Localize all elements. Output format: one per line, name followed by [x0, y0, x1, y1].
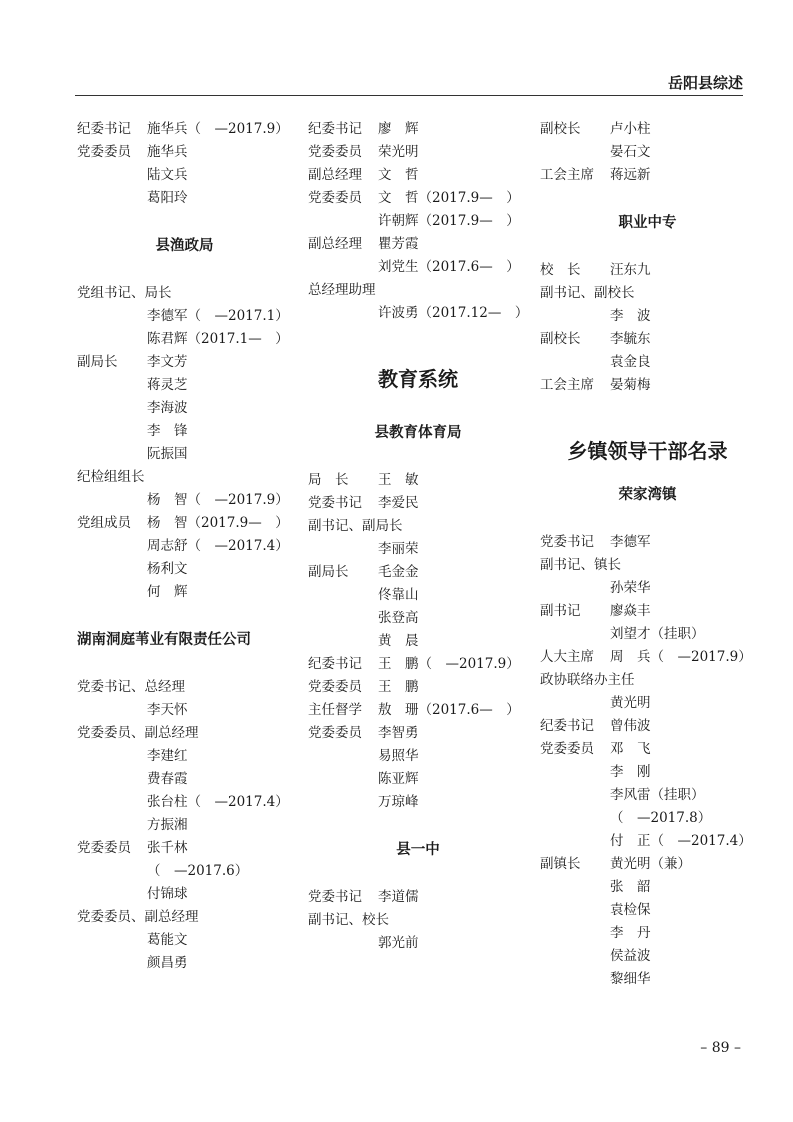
- position-title: 人大主席: [540, 649, 594, 665]
- personnel-row: [77, 397, 292, 420]
- person-name: 方振湘: [147, 817, 188, 833]
- person-name: 李文芳: [147, 354, 188, 370]
- personnel-row: [77, 952, 292, 975]
- person-name: 刘望才（挂职）: [610, 626, 705, 642]
- personnel-row: [540, 738, 755, 761]
- person-name: 蒋远新: [610, 167, 651, 183]
- person-name: 施华兵: [147, 144, 188, 160]
- position-title: 副局长: [308, 564, 349, 580]
- person-name: 陆文兵: [147, 167, 188, 183]
- person-name: 邓 飞: [610, 741, 651, 757]
- person-name: 葛阳玲: [147, 190, 188, 206]
- position-title: 副书记、镇长: [540, 557, 621, 573]
- personnel-row: [540, 141, 755, 164]
- person-name: 晏石文: [610, 144, 651, 160]
- person-name: 李德军（ —2017.1）: [147, 308, 289, 324]
- spacer: [308, 814, 528, 836]
- personnel-row: [308, 141, 528, 164]
- personnel-row: [540, 531, 755, 554]
- person-name: 李丽荣: [378, 541, 419, 557]
- person-name: 佟靠山: [378, 587, 419, 603]
- personnel-row: [77, 837, 292, 860]
- position-title: 副总经理: [308, 236, 362, 252]
- person-name: 张 韶: [610, 879, 651, 895]
- person-name: 万琼峰: [378, 794, 419, 810]
- personnel-row: [308, 561, 528, 584]
- personnel-row: [540, 118, 755, 141]
- personnel-row: [308, 932, 528, 955]
- personnel-row: [540, 164, 755, 187]
- position-title: 党委委员、副总经理: [77, 725, 199, 741]
- personnel-row: [77, 791, 292, 814]
- person-name: 毛金金: [378, 564, 419, 580]
- position-title: 主任督学: [308, 702, 362, 718]
- person-name: 袁金良: [610, 354, 651, 370]
- person-name: 李毓东: [610, 331, 651, 347]
- personnel-row: [77, 768, 292, 791]
- personnel-row: [540, 784, 755, 807]
- position-title: 政协联络办主任: [540, 672, 635, 688]
- position-title: 党委委员: [308, 144, 362, 160]
- personnel-row: [540, 669, 755, 692]
- personnel-row: [308, 279, 528, 302]
- position-title: 工会主席: [540, 377, 594, 393]
- personnel-row: [308, 210, 528, 233]
- section-heading: 县教育体育局: [374, 425, 462, 441]
- personnel-row: [308, 653, 528, 676]
- person-name: 文 哲（2017.9— ）: [378, 190, 520, 206]
- personnel-row: [540, 646, 755, 669]
- spacer: [77, 260, 292, 282]
- personnel-row: [77, 351, 292, 374]
- person-name: 王 鹏（ —2017.9）: [378, 656, 520, 672]
- personnel-row: [540, 761, 755, 784]
- personnel-row: [77, 722, 292, 745]
- personnel-row: [308, 492, 528, 515]
- position-title: 党组书记、局长: [77, 285, 172, 301]
- position-title: 党组成员: [77, 515, 131, 531]
- person-name: 李道儒: [378, 889, 419, 905]
- person-name: 周 兵（ —2017.9）: [610, 649, 752, 665]
- spacer: [308, 864, 528, 886]
- position-title: 党委书记: [308, 889, 362, 905]
- personnel-row: [308, 630, 528, 653]
- person-name: 蒋灵芝: [147, 377, 188, 393]
- personnel-row: [77, 581, 292, 604]
- spacer: [308, 447, 528, 469]
- personnel-row: [308, 515, 528, 538]
- position-title: 党委委员: [77, 840, 131, 856]
- personnel-row: [308, 699, 528, 722]
- personnel-row: [77, 489, 292, 512]
- person-name: 郭光前: [378, 935, 419, 951]
- personnel-row: [308, 187, 528, 210]
- person-name: 张千林: [147, 840, 188, 856]
- person-name: 杨 智（ —2017.9）: [147, 492, 289, 508]
- personnel-row: [308, 909, 528, 932]
- personnel-row: [540, 554, 755, 577]
- personnel-row: [540, 692, 755, 715]
- position-title: 副书记: [540, 603, 581, 619]
- major-heading: 乡镇领导干部名录: [567, 439, 728, 463]
- personnel-row: [77, 814, 292, 837]
- personnel-row: [77, 676, 292, 699]
- section-heading: 荣家湾镇: [618, 487, 677, 503]
- personnel-row: [77, 141, 292, 164]
- person-name: （ —2017.8）: [610, 810, 712, 826]
- personnel-row: [308, 233, 528, 256]
- personnel-row: [308, 469, 528, 492]
- position-title: 纪委书记: [540, 718, 594, 734]
- personnel-row: [77, 699, 292, 722]
- personnel-row: [540, 328, 755, 351]
- position-title: 副镇长: [540, 856, 581, 872]
- personnel-row: [77, 860, 292, 883]
- position-title: 纪委书记: [308, 656, 362, 672]
- personnel-row: [77, 118, 292, 141]
- personnel-row: [308, 768, 528, 791]
- person-name: 孙荣华: [610, 580, 651, 596]
- personnel-row: [540, 945, 755, 968]
- personnel-row: [77, 187, 292, 210]
- running-header: 岳阳县综述: [667, 74, 743, 92]
- personnel-row: [540, 577, 755, 600]
- person-name: 晏菊梅: [610, 377, 651, 393]
- person-name: 李 波: [610, 308, 651, 324]
- personnel-row: [77, 745, 292, 768]
- person-name: 敖 珊（2017.6— ）: [378, 702, 520, 718]
- position-title: 党委委员: [308, 725, 362, 741]
- column-1: [77, 118, 292, 975]
- position-title: 工会主席: [540, 167, 594, 183]
- personnel-row: [540, 374, 755, 397]
- position-title: 副书记、副校长: [540, 285, 635, 301]
- person-name: 荣光明: [378, 144, 419, 160]
- person-name: 许波勇（2017.12— ）: [378, 305, 529, 321]
- person-name: 付锦球: [147, 886, 188, 902]
- personnel-row: [540, 922, 755, 945]
- person-name: 张台柱（ —2017.4）: [147, 794, 289, 810]
- person-name: 杨 智（2017.9— ）: [147, 515, 289, 531]
- personnel-row: [308, 607, 528, 630]
- person-name: 李建红: [147, 748, 188, 764]
- position-title: 党委书记: [540, 534, 594, 550]
- personnel-row: [540, 968, 755, 991]
- personnel-row: [308, 302, 528, 325]
- personnel-row: [77, 535, 292, 558]
- person-name: 王 敏: [378, 472, 419, 488]
- personnel-row: [308, 584, 528, 607]
- header-rule: [75, 95, 743, 96]
- personnel-row: [540, 623, 755, 646]
- personnel-row: [77, 328, 292, 351]
- personnel-row: [308, 791, 528, 814]
- spacer: [540, 187, 755, 209]
- personnel-row: [77, 443, 292, 466]
- person-name: 周志舒（ —2017.4）: [147, 538, 289, 554]
- section-heading: 县一中: [396, 842, 440, 858]
- major-heading: 教育系统: [378, 367, 458, 391]
- personnel-row: [77, 929, 292, 952]
- person-name: 颜昌勇: [147, 955, 188, 971]
- person-name: 廖 辉: [378, 121, 419, 137]
- personnel-row: [308, 722, 528, 745]
- person-name: 李 锋: [147, 423, 188, 439]
- position-title: 副校长: [540, 331, 581, 347]
- personnel-row: [308, 164, 528, 187]
- page-number: – 89 –: [700, 1040, 741, 1056]
- position-title: 纪检组组长: [77, 469, 145, 485]
- person-name: 文 哲: [378, 167, 419, 183]
- personnel-row: [77, 282, 292, 305]
- personnel-row: [540, 876, 755, 899]
- personnel-row: [308, 538, 528, 561]
- position-title: 党委书记、总经理: [77, 679, 185, 695]
- position-title: 总经理助理: [308, 282, 376, 298]
- person-name: 易照华: [378, 748, 419, 764]
- person-name: 黄光明: [610, 695, 651, 711]
- person-name: 李 丹: [610, 925, 651, 941]
- personnel-row: [540, 715, 755, 738]
- person-name: 杨利文: [147, 561, 188, 577]
- spacer: [308, 397, 528, 419]
- spacer: [308, 325, 528, 361]
- person-name: 侯益波: [610, 948, 651, 964]
- personnel-row: [77, 558, 292, 581]
- person-name: 廖焱丰: [610, 603, 651, 619]
- person-name: 付 正（ —2017.4）: [610, 833, 752, 849]
- personnel-row: [77, 906, 292, 929]
- person-name: 李德军: [610, 534, 651, 550]
- spacer: [540, 237, 755, 259]
- personnel-row: [540, 305, 755, 328]
- section-heading: 县渔政局: [155, 238, 214, 254]
- personnel-row: [540, 830, 755, 853]
- person-name: 何 辉: [147, 584, 188, 600]
- person-name: 施华兵（ —2017.9）: [147, 121, 289, 137]
- person-name: 李 刚: [610, 764, 651, 780]
- person-name: 李风雷（挂职）: [610, 787, 705, 803]
- spacer: [77, 210, 292, 232]
- person-name: 费春霞: [147, 771, 188, 787]
- position-title: 纪委书记: [77, 121, 131, 137]
- personnel-row: [77, 512, 292, 535]
- person-name: 瞿芳霞: [378, 236, 419, 252]
- section-heading: 湖南洞庭苇业有限责任公司: [77, 632, 251, 648]
- position-title: 局 长: [308, 472, 349, 488]
- personnel-row: [540, 899, 755, 922]
- person-name: 卢小柱: [610, 121, 651, 137]
- spacer: [77, 604, 292, 626]
- person-name: 陈亚辉: [378, 771, 419, 787]
- spacer: [540, 397, 755, 433]
- person-name: 黄光明（兼）: [610, 856, 691, 872]
- personnel-row: [540, 600, 755, 623]
- person-name: 黎细华: [610, 971, 651, 987]
- person-name: 葛能文: [147, 932, 188, 948]
- person-name: 李天怀: [147, 702, 188, 718]
- personnel-row: [540, 853, 755, 876]
- personnel-row: [77, 466, 292, 489]
- personnel-row: [308, 886, 528, 909]
- position-title: 党委委员: [77, 144, 131, 160]
- spacer: [77, 654, 292, 676]
- person-name: 刘党生（2017.6— ）: [378, 259, 520, 275]
- person-name: （ —2017.6）: [147, 863, 249, 879]
- person-name: 曾伟波: [610, 718, 651, 734]
- position-title: 副总经理: [308, 167, 362, 183]
- person-name: 李智勇: [378, 725, 419, 741]
- personnel-row: [540, 351, 755, 374]
- position-title: 党委委员、副总经理: [77, 909, 199, 925]
- personnel-row: [77, 305, 292, 328]
- personnel-row: [540, 807, 755, 830]
- personnel-row: [308, 118, 528, 141]
- person-name: 陈君辉（2017.1— ）: [147, 331, 289, 347]
- personnel-row: [77, 164, 292, 187]
- person-name: 许朝辉（2017.9— ）: [378, 213, 520, 229]
- personnel-row: [308, 256, 528, 279]
- personnel-row: [77, 883, 292, 906]
- personnel-row: [308, 745, 528, 768]
- column-3: [540, 118, 755, 991]
- spacer: [540, 509, 755, 531]
- person-name: 阮振国: [147, 446, 188, 462]
- person-name: 张登高: [378, 610, 419, 626]
- position-title: 副局长: [77, 354, 118, 370]
- spacer: [540, 469, 755, 481]
- column-2: [308, 118, 528, 955]
- position-title: 党委委员: [308, 679, 362, 695]
- person-name: 袁检保: [610, 902, 651, 918]
- position-title: 副书记、校长: [308, 912, 389, 928]
- position-title: 党委书记: [308, 495, 362, 511]
- personnel-row: [77, 374, 292, 397]
- position-title: 党委委员: [540, 741, 594, 757]
- position-title: 纪委书记: [308, 121, 362, 137]
- personnel-row: [540, 259, 755, 282]
- personnel-row: [77, 420, 292, 443]
- position-title: 副书记、副局长: [308, 518, 403, 534]
- position-title: 校 长: [540, 262, 581, 278]
- section-heading: 职业中专: [618, 215, 677, 231]
- person-name: 王 鹏: [378, 679, 419, 695]
- person-name: 李爱民: [378, 495, 419, 511]
- person-name: 李海波: [147, 400, 188, 416]
- position-title: 党委委员: [308, 190, 362, 206]
- personnel-row: [308, 676, 528, 699]
- position-title: 副校长: [540, 121, 581, 137]
- personnel-row: [540, 282, 755, 305]
- person-name: 黄 晨: [378, 633, 419, 649]
- person-name: 汪东九: [610, 262, 651, 278]
